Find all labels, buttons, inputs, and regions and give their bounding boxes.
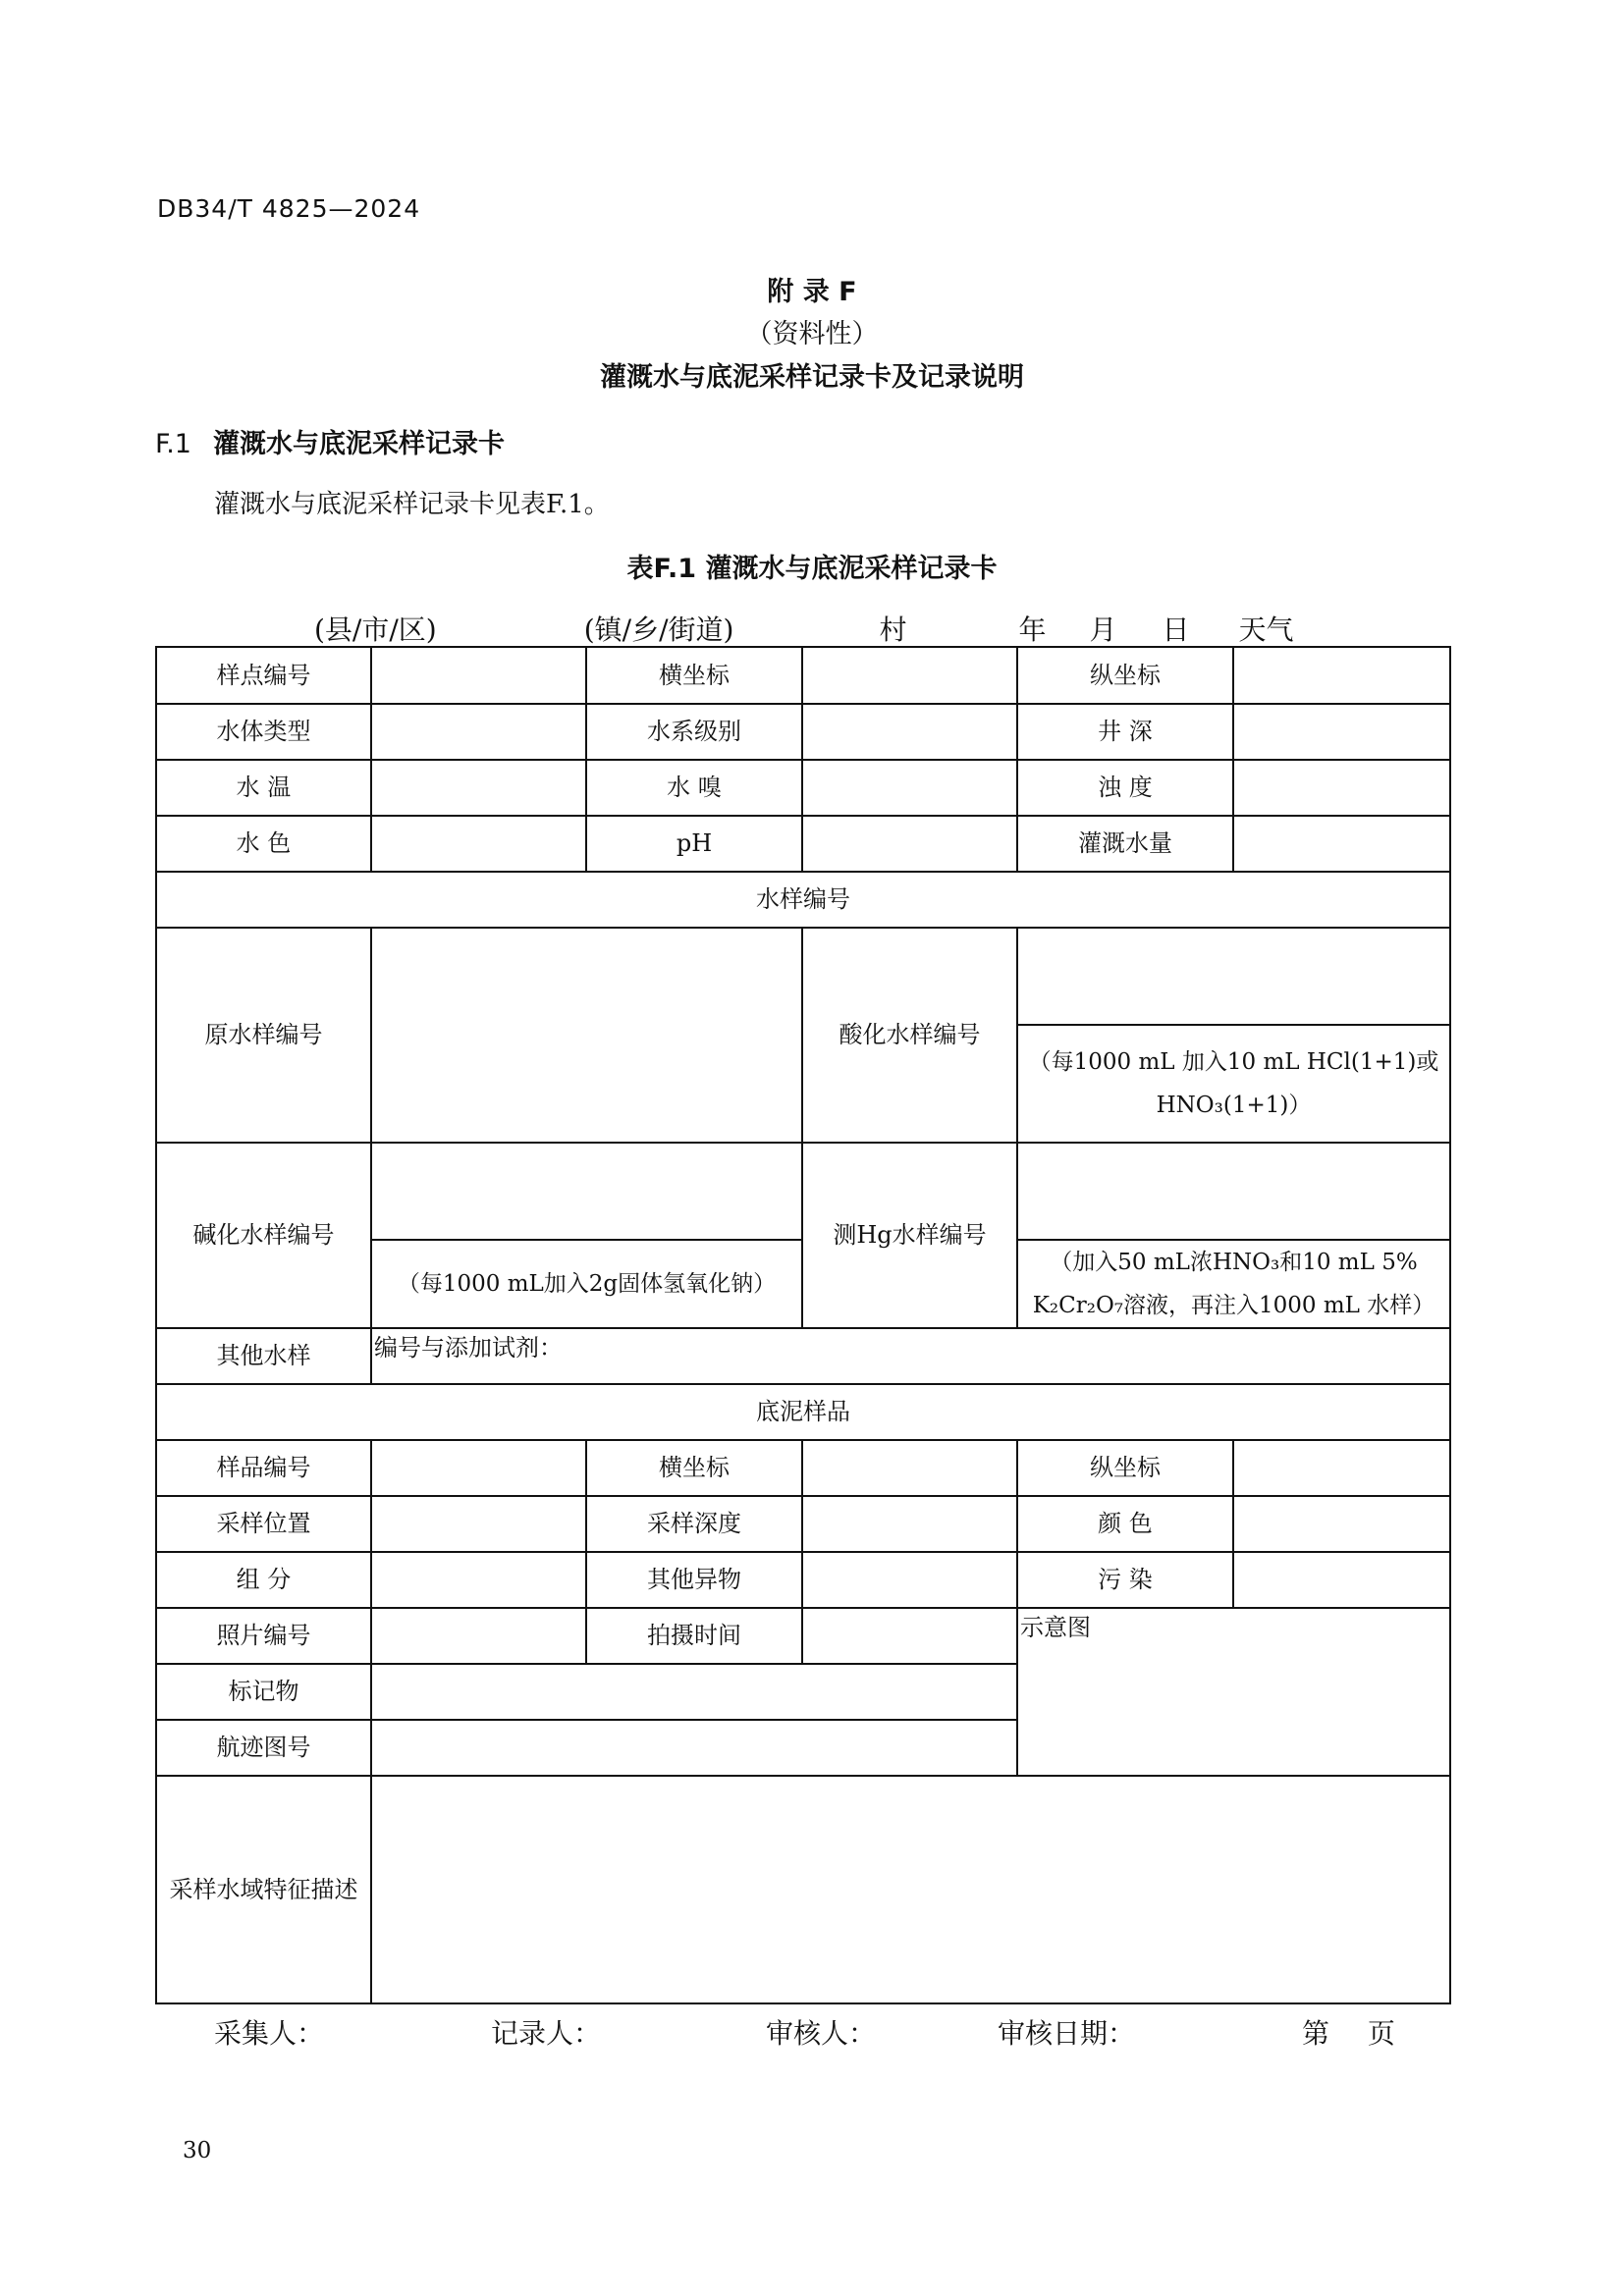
water-system-level-field[interactable] xyxy=(802,704,1017,760)
sample-no-label: 样品编号 xyxy=(156,1440,371,1496)
sampling-position-label: 采样位置 xyxy=(156,1496,371,1552)
water-temp-field[interactable] xyxy=(371,760,586,816)
marker-field[interactable] xyxy=(371,1664,1017,1720)
sample-y-label: 纵坐标 xyxy=(1017,1440,1233,1496)
water-sample-section-header: 水样编号 xyxy=(156,872,1450,928)
water-system-level-label: 水系级别 xyxy=(586,704,802,760)
section-heading xyxy=(155,422,505,460)
county-label: (县/市/区) xyxy=(314,614,437,646)
sampling-position-field[interactable] xyxy=(371,1496,586,1552)
well-depth-field[interactable] xyxy=(1233,704,1450,760)
month-blank[interactable] xyxy=(1046,614,1089,648)
document-code: DB34/T 4825—2024 xyxy=(157,194,421,223)
irrigation-volume-label: 灌溉水量 xyxy=(1017,816,1233,872)
town-label: (镇/乡/街道) xyxy=(583,614,734,646)
turbidity-field[interactable] xyxy=(1233,760,1450,816)
county-blank[interactable] xyxy=(169,614,314,648)
water-color-field[interactable] xyxy=(371,816,586,872)
ph-label: pH xyxy=(586,816,802,872)
track-map-no-label: 航迹图号 xyxy=(156,1720,371,1776)
sample-y-field[interactable] xyxy=(1233,1440,1450,1496)
other-foreign-label: 其他异物 xyxy=(586,1552,802,1608)
page-label: 第 页 xyxy=(1302,2017,1395,2050)
irrigation-volume-field[interactable] xyxy=(1233,816,1450,872)
appendix-title: 附 录 F xyxy=(767,277,857,307)
sample-point-no-field[interactable] xyxy=(371,647,586,704)
acidified-sample-no-label: 酸化水样编号 xyxy=(802,928,1017,1143)
section-title: 灌溉水与底泥采样记录卡 xyxy=(212,429,505,459)
collector-label: 采集人： xyxy=(214,2017,325,2050)
y-coord-field[interactable] xyxy=(1233,647,1450,704)
track-map-no-field[interactable] xyxy=(371,1720,1017,1776)
sample-x-label: 横坐标 xyxy=(586,1440,802,1496)
town-blank[interactable] xyxy=(437,614,584,648)
sample-x-field[interactable] xyxy=(802,1440,1017,1496)
year-blank[interactable] xyxy=(963,614,1018,648)
day-blank[interactable] xyxy=(1116,614,1162,648)
sampling-depth-field[interactable] xyxy=(802,1496,1017,1552)
section-number: F.1 xyxy=(155,429,191,459)
alkalized-note: （每1000 mL加入2g固体氢氧化钠） xyxy=(371,1240,802,1328)
month-label: 月 xyxy=(1089,614,1117,646)
composition-field[interactable] xyxy=(371,1552,586,1608)
sampling-depth-label: 采样深度 xyxy=(586,1496,802,1552)
weather-blank[interactable] xyxy=(1294,614,1337,648)
turbidity-label: 浊 度 xyxy=(1017,760,1233,816)
appendix-nature: （资料性） xyxy=(745,319,879,349)
village-label: 村 xyxy=(879,614,907,646)
water-feature-desc-label: 采样水域特征描述 xyxy=(156,1776,371,2003)
water-odor-label: 水 嗅 xyxy=(586,760,802,816)
composition-label: 组 分 xyxy=(156,1552,371,1608)
day-label: 日 xyxy=(1162,614,1190,646)
sample-no-field[interactable] xyxy=(371,1440,586,1496)
shoot-time-label: 拍摄时间 xyxy=(586,1608,802,1664)
water-type-field[interactable] xyxy=(371,704,586,760)
other-samples-field[interactable]: 编号与添加试剂： xyxy=(371,1328,1450,1384)
other-foreign-field[interactable] xyxy=(802,1552,1017,1608)
hg-sample-no-label: 测Hg水样编号 xyxy=(802,1143,1017,1328)
x-coord-label: 横坐标 xyxy=(586,647,802,704)
alkalized-sample-no-field[interactable] xyxy=(371,1143,802,1240)
hg-note: （加入50 mL浓HNO₃和10 mL 5% K₂Cr₂O₇溶液，再注入1000 mL 水样） xyxy=(1017,1240,1450,1328)
recorder-label: 记录人： xyxy=(491,2017,602,2050)
other-samples-label: 其他水样 xyxy=(156,1328,371,1384)
water-type-label: 水体类型 xyxy=(156,704,371,760)
ph-field[interactable] xyxy=(802,816,1017,872)
page-number: 30 xyxy=(183,2138,212,2163)
hg-sample-no-field[interactable] xyxy=(1017,1143,1450,1240)
body-paragraph: 灌溉水与底泥采样记录卡见表F.1。 xyxy=(214,490,610,519)
water-feature-desc-field[interactable] xyxy=(371,1776,1450,2003)
raw-sample-no-field[interactable] xyxy=(371,928,802,1143)
sampling-record-card xyxy=(155,646,1451,2004)
alkalized-sample-no-label: 碱化水样编号 xyxy=(156,1143,371,1328)
shoot-time-field[interactable] xyxy=(802,1608,1017,1664)
water-temp-label: 水 温 xyxy=(156,760,371,816)
well-depth-label: 井 深 xyxy=(1017,704,1233,760)
color-field[interactable] xyxy=(1233,1496,1450,1552)
marker-label: 标记物 xyxy=(156,1664,371,1720)
sediment-section-header: 底泥样品 xyxy=(156,1384,1450,1440)
color-label: 颜 色 xyxy=(1017,1496,1233,1552)
x-coord-field[interactable] xyxy=(802,647,1017,704)
appendix-name: 灌溉水与底泥采样记录卡及记录说明 xyxy=(600,362,1024,393)
water-color-label: 水 色 xyxy=(156,816,371,872)
village-blank[interactable] xyxy=(733,614,879,648)
water-odor-field[interactable] xyxy=(802,760,1017,816)
location-date-line xyxy=(169,609,1337,648)
sketch-area[interactable]: 示意图 xyxy=(1017,1608,1450,1776)
photo-no-field[interactable] xyxy=(371,1608,586,1664)
acidified-note: （每1000 mL 加入10 mL HCl(1+1)或HNO₃(1+1)） xyxy=(1017,1025,1450,1143)
y-coord-label: 纵坐标 xyxy=(1017,647,1233,704)
table-caption: 表F.1 灌溉水与底泥采样记录卡 xyxy=(626,554,998,584)
photo-no-label: 照片编号 xyxy=(156,1608,371,1664)
pollution-field[interactable] xyxy=(1233,1552,1450,1608)
raw-sample-no-label: 原水样编号 xyxy=(156,928,371,1143)
year-label: 年 xyxy=(1018,614,1047,646)
review-date-label: 审核日期： xyxy=(998,2017,1136,2050)
reviewer-label: 审核人： xyxy=(766,2017,877,2050)
pollution-label: 污 染 xyxy=(1017,1552,1233,1608)
weather-label: 天气 xyxy=(1238,614,1294,646)
acidified-sample-no-field[interactable] xyxy=(1017,928,1450,1025)
sample-point-no-label: 样点编号 xyxy=(156,647,371,704)
